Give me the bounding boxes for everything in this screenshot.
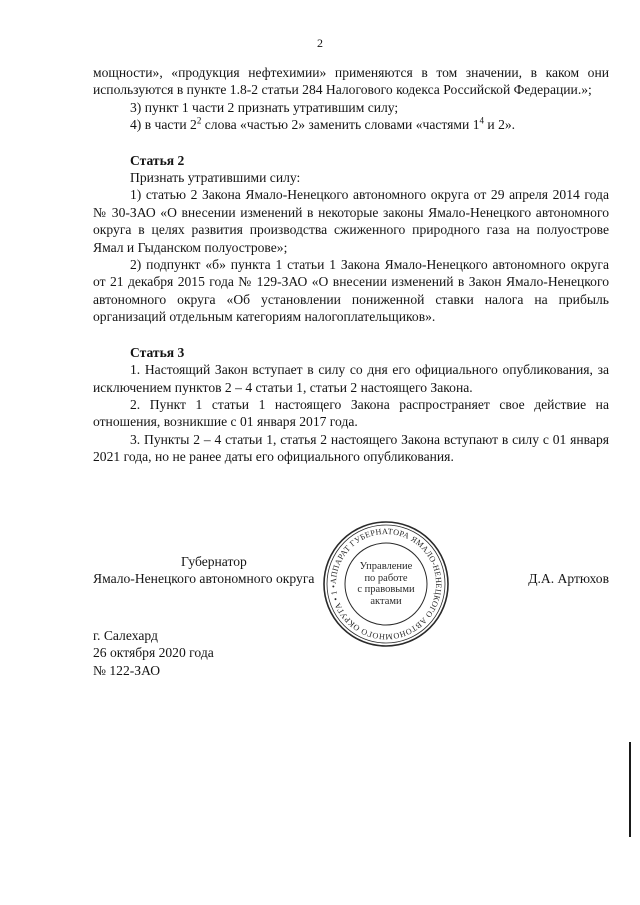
stamp-ring-text: АППАРАТ ГУБЕРНАТОРА ЯМАЛО-НЕНЕЦКОГО АВТОНОМНОГО ОКРУГА • 1 •	[328, 526, 444, 642]
article-3-item-3: 3. Пункты 2 – 4 статьи 1, статья 2 настоящего Закона вступают в силу с 01 января 2021 года, но не ранее даты его официального опубликования.	[93, 431, 609, 465]
footer-date: 26 октября 2020 года	[93, 645, 214, 661]
stamp-line: Управление	[359, 561, 413, 572]
item4-part-b: слова «частью 2» заменить словами «частями 1	[201, 117, 480, 133]
article-3-item-2: 2. Пункт 1 статьи 1 настоящего Закона распространяет свое действие на отношения, возникшие с 01 января 2017 года.	[93, 396, 609, 430]
item4-superscript-1: 2	[196, 115, 202, 126]
item4-part-c: и 2».	[484, 117, 516, 133]
article-3-item-1: 1. Настоящий Закон вступает в силу со дня его официального опубликования, за исключением пунктов 2 – 4 статьи 1, статьи 2 настоящего Закона.	[93, 362, 609, 395]
paragraph-item-3: 3) пункт 1 части 2 признать утратившим силу;	[130, 99, 399, 115]
signatory-title-line2: Ямало-Ненецкого автономного округа	[93, 571, 315, 586]
article-2-item-1: 1) статью 2 Закона Ямало-Ненецкого автономного округа от 29 апреля 2014 года № 30-ЗАО «О внесении изменений в некоторые законы Ямало-Ненецкого автономного округа в целях развития производства сжиженного природного газа на полуострове Ямал и Гыданском полуострове»;	[93, 187, 609, 255]
page-number: 2	[317, 36, 323, 50]
signatory-title-line1: Губернатор	[181, 554, 247, 569]
document-body	[93, 64, 609, 466]
article-2-title: Статья 2	[130, 152, 185, 168]
article-2-lead: Признать утратившими силу:	[130, 170, 301, 186]
article-3-title: Статья 3	[130, 344, 185, 360]
paragraph-item-4	[93, 116, 609, 133]
stamp-center-text	[322, 520, 450, 648]
footer-law-number: № 122-ЗАО	[93, 662, 161, 678]
footer-city: г. Салехард	[93, 628, 158, 643]
scan-edge-mark	[629, 742, 631, 837]
document-footer	[93, 627, 214, 679]
signatory-name: Д.А. Артюхов	[528, 571, 609, 586]
stamp-line: актами	[370, 595, 402, 607]
item4-part-a: 4) в части 2	[130, 117, 197, 133]
paragraph-continuation: мощности», «продукция нефтехимии» применяются в том значении, в каком они используются в пункте 1.8-2 статьи 284 Налогового кодекса Российской Федерации.»;	[93, 65, 609, 98]
official-stamp	[322, 520, 450, 648]
stamp-line: с правовыми	[357, 584, 415, 595]
item4-superscript-2: 4	[479, 115, 485, 126]
article-2-item-2: 2) подпункт «б» пункта 1 статьи 1 Закона Ямало-Ненецкого автономного округа от 21 декабря 2015 года № 129-ЗАО «О внесении изменений в Закон Ямало-Ненецкого автономного округа «Об установлении пониженной ставки налога на прибыль организаций отдельным категориям налогоплательщиков».	[93, 257, 609, 325]
stamp-line: по работе	[364, 572, 408, 584]
